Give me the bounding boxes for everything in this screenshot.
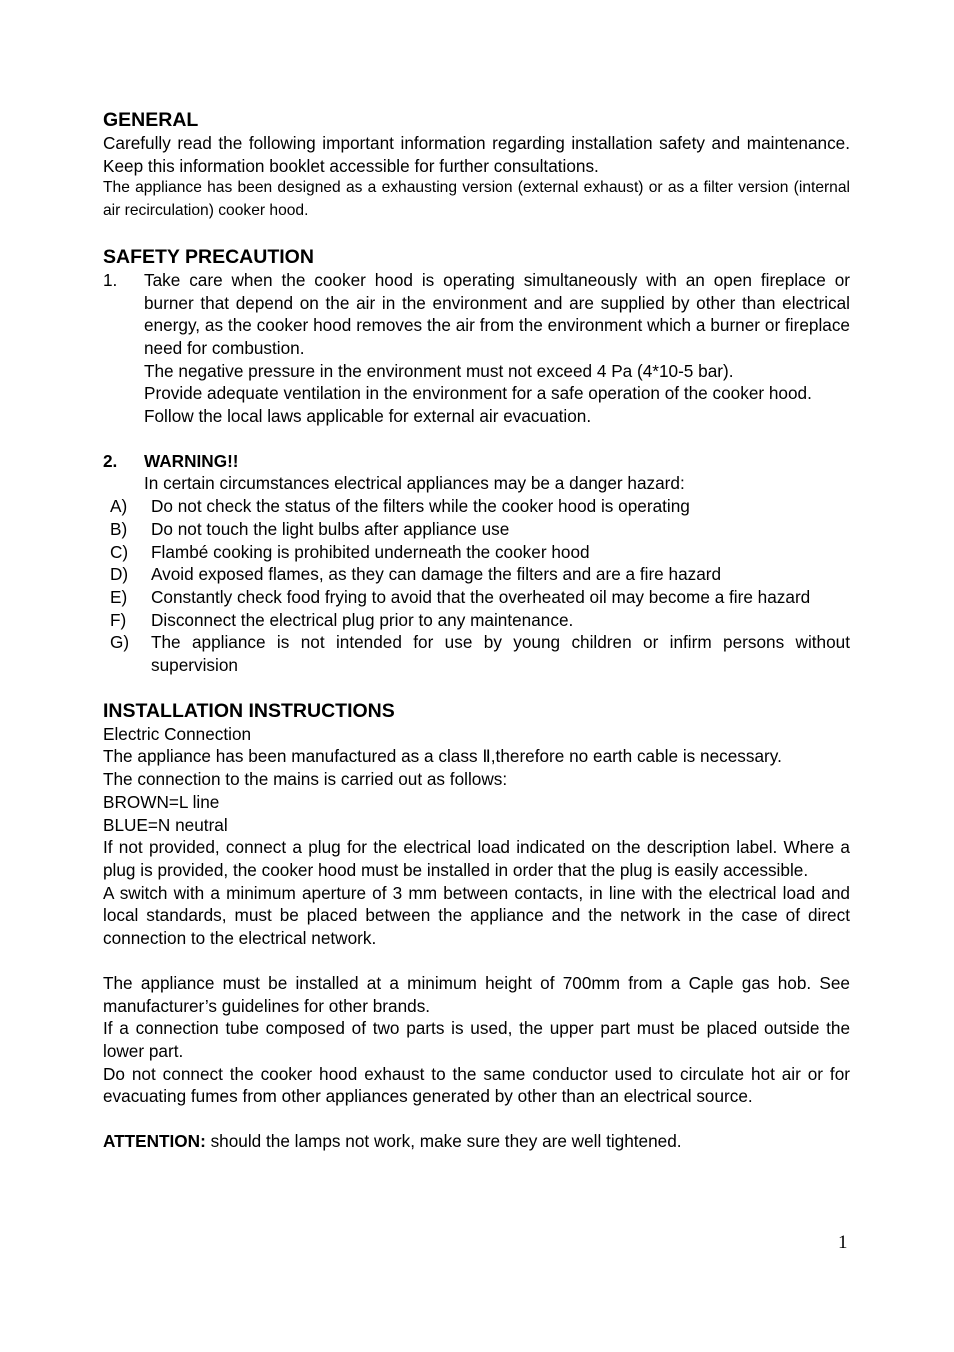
paragraph-spacer	[103, 950, 850, 972]
item-spacer	[103, 428, 850, 450]
safety-item-1-number: 1.	[103, 269, 118, 290]
list-item-letter: B)	[110, 518, 128, 539]
paragraph-spacer	[103, 1108, 850, 1130]
safety-heading: SAFETY PRECAUTION	[103, 245, 314, 268]
list-item	[103, 518, 850, 541]
installation-paragraph-4: If a connection tube composed of two parts is used, the upper part must be placed outside the lower part.	[103, 1018, 850, 1061]
installation-line-1: The appliance has been manufactured as a class Ⅱ,therefore no earth cable is necessary.	[103, 746, 782, 767]
attention-label: ATTENTION:	[103, 1131, 206, 1152]
list-item	[103, 586, 850, 609]
safety-item-1-para-3: Provide adequate ventilation in the environment for a safe operation of the cooker hood.	[144, 383, 812, 404]
list-item	[103, 563, 850, 586]
section-spacer	[103, 223, 850, 245]
list-item-text: Do not check the status of the filters while the cooker hood is operating	[151, 496, 690, 517]
general-heading: GENERAL	[103, 109, 199, 131]
installation-line-2: The connection to the mains is carried out as follows:	[103, 769, 508, 790]
warning-intro: In certain circumstances electrical appliances may be a danger hazard:	[144, 473, 685, 494]
safety-item-1-para-2: The negative pressure in the environment must not exceed 4 Pa (4*10-5 bar).	[144, 360, 734, 381]
installation-paragraph-1: If not provided, connect a plug for the electrical load indicated on the description label. Where a plug is provided, the cooker hood must be installed in order that the plug is easily accessible.	[103, 837, 850, 880]
list-item	[103, 609, 850, 632]
installation-paragraph-3: The appliance must be installed at a minimum height of 700mm from a Caple gas hob. See manufacturer’s guidelines for other brands.	[103, 972, 850, 1016]
list-item	[103, 631, 850, 676]
general-paragraph-2: The appliance has been designed as a exhausting version (external exhaust) or as a filter version (internal air recirculation) cooker hood.	[103, 179, 850, 220]
safety-item-1	[103, 269, 850, 428]
attention-text: should the lamps not work, make sure they are well tightened.	[205, 1131, 682, 1152]
list-item-text: Flambé cooking is prohibited underneath the cooker hood	[151, 541, 590, 562]
safety-section	[103, 245, 850, 677]
list-item-letter: G)	[110, 632, 130, 653]
general-section	[103, 108, 850, 223]
list-item-letter: F)	[110, 609, 127, 630]
list-item-text: Constantly check food frying to avoid that the overheated oil may become a fire hazard	[151, 586, 811, 607]
list-item	[103, 495, 850, 518]
list-item-text: Avoid exposed flames, as they can damage the filters and are a fire hazard	[151, 564, 722, 585]
list-item-letter: C)	[110, 541, 129, 562]
list-item-letter: D)	[110, 564, 129, 585]
attention-note	[103, 1130, 850, 1153]
electric-connection-subheading: Electric Connection	[103, 723, 252, 744]
safety-item-1-para-1: Take care when the cooker hood is operating simultaneously with an open fireplace or burner that depend on the air in the environment and are supplied by other than electrical energy, as the cooker hood removes the air from the environment which a burner or fireplace need for combustion.	[144, 269, 850, 358]
section-spacer	[103, 677, 850, 699]
warning-list	[103, 495, 850, 677]
installation-heading: INSTALLATION INSTRUCTIONS	[103, 699, 395, 722]
general-paragraph-1: Carefully read the following important information regarding installation safety and maintenance. Keep this information booklet accessible for further consultations.	[103, 133, 850, 176]
safety-item-2-body	[144, 450, 850, 495]
installation-paragraph-2: A switch with a minimum aperture of 3 mm between contacts, in line with the electrical load and local standards, must be placed between the appliance and the network in the case of direct connection to the electrical network.	[103, 882, 850, 949]
list-item-text: Disconnect the electrical plug prior to any maintenance.	[151, 609, 574, 630]
document-page	[103, 108, 850, 1153]
safety-item-2-number: 2.	[103, 450, 118, 471]
safety-item-1-body	[144, 269, 850, 428]
list-item	[103, 541, 850, 564]
installation-paragraph-5: Do not connect the cooker hood exhaust to the same conductor used to circulate hot air or for evacuating fumes from other appliances generated by other than an electrical source.	[103, 1063, 850, 1107]
list-item-letter: E)	[110, 586, 128, 607]
warning-title: WARNING!!	[144, 450, 239, 471]
list-item-letter: A)	[110, 496, 128, 517]
installation-section	[103, 699, 850, 1153]
list-item-text: The appliance is not intended for use by young children or infirm persons without supervision	[151, 632, 850, 676]
safety-item-1-para-4: Follow the local laws applicable for external air evacuation.	[144, 406, 592, 427]
safety-item-2	[103, 450, 850, 495]
installation-line-4: BLUE=N neutral	[103, 814, 228, 835]
list-item-text: Do not touch the light bulbs after appliance use	[151, 518, 510, 539]
page-number: 1	[838, 1232, 848, 1253]
installation-line-3: BROWN=L line	[103, 791, 220, 812]
